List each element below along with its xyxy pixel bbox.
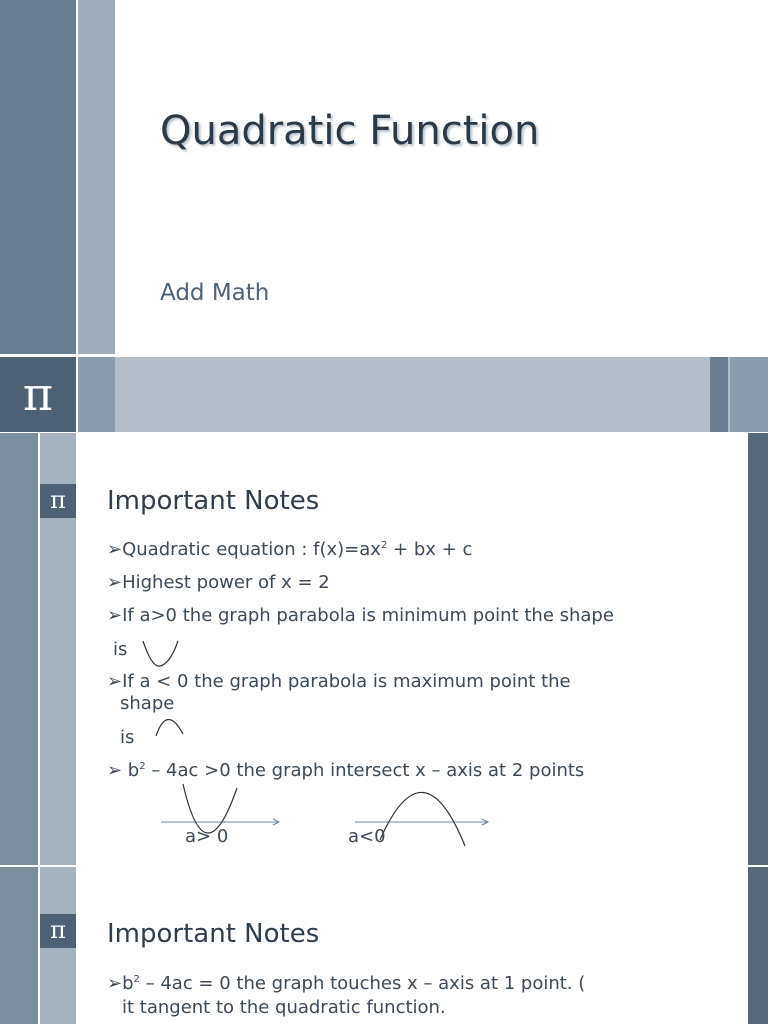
note-discriminant-positive: ➢ $b^2 - 4ac >0$ the graph intersect x – axis at 2 points — [107, 760, 585, 781]
label-a-positive: a> 0 — [185, 826, 229, 847]
slide-title: Quadratic Function — [160, 108, 540, 154]
title-slide-strip-dark-block — [710, 357, 728, 432]
slide-divider — [0, 865, 768, 867]
slide3-right-bar — [748, 867, 768, 1024]
note-minimum-is: is — [113, 639, 128, 660]
separator-line — [0, 354, 768, 357]
pi-icon: π — [40, 484, 76, 518]
note-tangent: it tangent to the quadratic function. — [122, 997, 446, 1018]
slide3-sidebar-outer — [0, 867, 38, 1024]
pi-icon: π — [40, 914, 76, 948]
title-slide-left-band — [0, 0, 76, 354]
title-slide-strip — [78, 357, 768, 432]
slide2-heading: Important Notes — [107, 486, 320, 516]
note-maximum-point: ➢If a < 0 the graph parabola is maximum point the — [107, 671, 571, 692]
note-discriminant-zero: $➢b^2 - 4ac = 0$ the graph touches x – axis at 1 point. ( — [107, 973, 586, 994]
slide2-right-bar — [748, 433, 768, 865]
separator-line — [76, 0, 77, 432]
note-minimum-point: ➢If a>0 the graph parabola is minimum point the shape — [107, 605, 614, 626]
n-shape-icon — [153, 710, 187, 738]
label-a-negative: a<0 — [348, 826, 386, 847]
slide2-sidebar-outer — [0, 433, 38, 865]
slide3-heading: Important Notes — [107, 919, 320, 949]
u-shape-icon — [140, 638, 182, 670]
title-slide-strip-right-block — [730, 357, 768, 432]
pi-icon: π — [0, 357, 76, 432]
title-slide-strip-accent — [78, 357, 115, 432]
slide-subtitle: Add Math — [160, 280, 270, 306]
note-highest-power: ➢Highest power of x = 2 — [107, 572, 330, 593]
note-quadratic-equation: ➢Quadratic equation : $f(x)=ax^2$ + bx + c — [107, 539, 473, 560]
note-maximum-shape: shape — [120, 693, 175, 714]
note-maximum-is: is — [120, 727, 135, 748]
title-slide-accent-band — [78, 0, 115, 354]
